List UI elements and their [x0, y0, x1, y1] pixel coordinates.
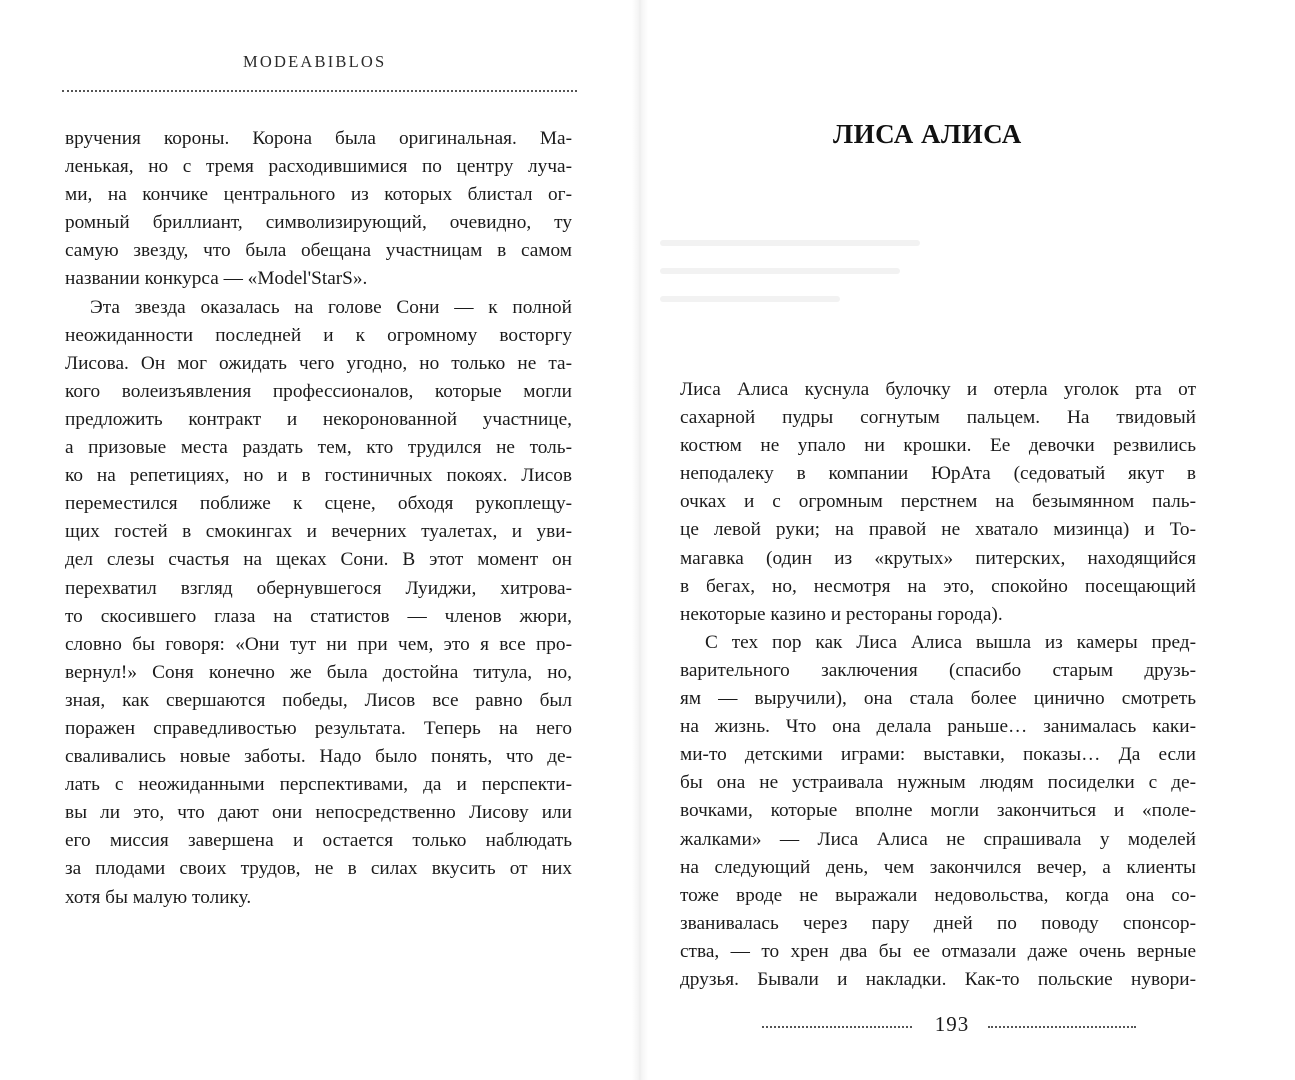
text-line: ми-то детскими играми: выставки, показы… Да если: [680, 744, 1196, 766]
text-line: вручения короны. Корона была оригинальная. Ма-: [65, 128, 572, 149]
text-line: друзья. Бывали и накладки. Как-то польские нувори-: [680, 968, 1196, 990]
text-line: его миссия завершена и остается только наблюдать: [65, 830, 572, 852]
footer-dotted-rule-left: [762, 1026, 912, 1028]
text-line: кого волеизъявления профессионалов, которые могли: [65, 380, 572, 402]
text-line: очках и с огромным перстнем на безымянном паль-: [680, 491, 1196, 513]
text-line: магавка (один из «крутых» питерских, находящийся: [680, 547, 1196, 569]
text-line: поражен справедливостью результата. Теперь на него: [65, 717, 572, 739]
text-line: в бегах, но, несмотря на это, спокойно посещающий: [680, 575, 1196, 597]
text-line: вочками, которые вполне могли закончиться и «поле-: [680, 800, 1196, 822]
text-line: перехватил взгляд обернувшегося Луиджи, хитрова-: [65, 577, 572, 599]
paragraph: [65, 294, 572, 912]
paragraph: [680, 629, 1196, 994]
text-line: ромный бриллиант, символизирующий, очевидно, ту: [65, 212, 572, 234]
paragraph: [680, 376, 1196, 629]
text-line: ства, — то хрен два бы ее отмазали даже очень верные: [680, 940, 1196, 962]
left-page: [0, 0, 640, 1080]
text-line: неожиданности последней и к огромному восторгу: [65, 324, 572, 346]
text-line: ми, на кончике центрального из которых блистал ог-: [65, 184, 572, 206]
show-through-ghost-text: [660, 240, 960, 350]
text-line: ко на репетициях, но и в гостиничных покоях. Лисов: [65, 465, 572, 487]
text-line: Эта звезда оказалась на голове Сони — к полной: [90, 296, 572, 318]
text-line: предложить контракт и некоронованной участнице,: [65, 408, 572, 430]
footer-dotted-rule-right: [988, 1026, 1136, 1028]
header-dotted-rule: [62, 90, 577, 92]
text-line: лать с неожиданными перспективами, да и перспекти-: [65, 774, 572, 796]
text-line: костюм не упало ни крошки. Ее девочки резвились: [680, 435, 1196, 457]
text-line: тоже вроде не выражали недовольства, когда она со-: [680, 884, 1196, 906]
right-page-body-text: [680, 376, 1196, 994]
text-line: бы она не устраивала нужным людям посиделки с де-: [680, 772, 1196, 794]
text-line: сахарной пудры согнутым пальцем. На твидовый: [680, 407, 1196, 429]
text-line: званивалась через пару дней по поводу спонсор-: [680, 912, 1196, 934]
text-line: на жизнь. Что она делала раньше… занималась каки-: [680, 716, 1196, 738]
text-line: а призовые места раздать тем, кто трудился не толь-: [65, 437, 572, 459]
text-line: вы ли это, что дают они непосредственно Лисову или: [65, 802, 572, 824]
left-page-body-text: [65, 125, 572, 912]
text-line: неподалеку в компании ЮрАта (седоватый якут в: [680, 463, 1196, 485]
text-line: це левой руки; на правой не хватало мизинца) и То-: [680, 519, 1196, 541]
text-line: дел слезы счастья на щеках Сони. В этот момент он: [65, 549, 572, 571]
text-line: некоторые казино и рестораны города).: [680, 603, 1003, 625]
text-line: то скосившего глаза на статистов — членов жюри,: [65, 605, 572, 627]
text-line: зная, как свершаются победы, Лисов все равно был: [65, 689, 572, 711]
text-line: за плодами своих трудов, не в силах вкусить от них: [65, 858, 572, 880]
paragraph: [65, 125, 572, 294]
text-line: ям — выручили), она стала более цинично смотреть: [680, 688, 1196, 710]
text-line: жалками» — Лиса Алиса не спрашивала у моделей: [680, 828, 1196, 850]
chapter-title: ЛИСА АЛИСА: [833, 119, 1022, 149]
text-line: варительного заключения (спасибо старым друзь-: [680, 659, 1196, 681]
page-footer: [762, 1012, 1142, 1040]
text-line: словно бы говоря: «Они тут ни при чем, это я все про-: [65, 633, 572, 655]
text-line: на следующий день, чем закончился вечер, а клиенты: [680, 856, 1196, 878]
text-line: Лисова. Он мог ожидать чего угодно, но только не та-: [65, 352, 572, 374]
text-line: названии конкурса — «Model'StarS».: [65, 268, 368, 290]
text-line: хотя бы малую толику.: [65, 886, 252, 908]
text-line: переместился поближе к сцене, обходя рукоплещу-: [65, 493, 572, 515]
text-line: Лиса Алиса куснула булочку и отерла уголок рта от: [680, 379, 1196, 400]
text-line: ленькая, но с тремя расходившимися по центру луча-: [65, 156, 572, 178]
text-line: С тех пор как Лиса Алиса вышла из камеры пред-: [705, 631, 1196, 653]
page-number: 193: [934, 1012, 970, 1036]
text-line: самую звезду, что была обещана участницам в самом: [65, 240, 572, 262]
text-line: вернул!» Соня конечно же была достойна титула, но,: [65, 661, 572, 683]
text-line: щих гостей в смокингах и вечерних туалетах, и уви-: [65, 521, 572, 543]
right-page: [640, 0, 1295, 1080]
running-head: МОDЕАBIBLOS: [243, 52, 387, 71]
text-line: сваливались новые заботы. Надо было понять, что де-: [65, 746, 572, 768]
